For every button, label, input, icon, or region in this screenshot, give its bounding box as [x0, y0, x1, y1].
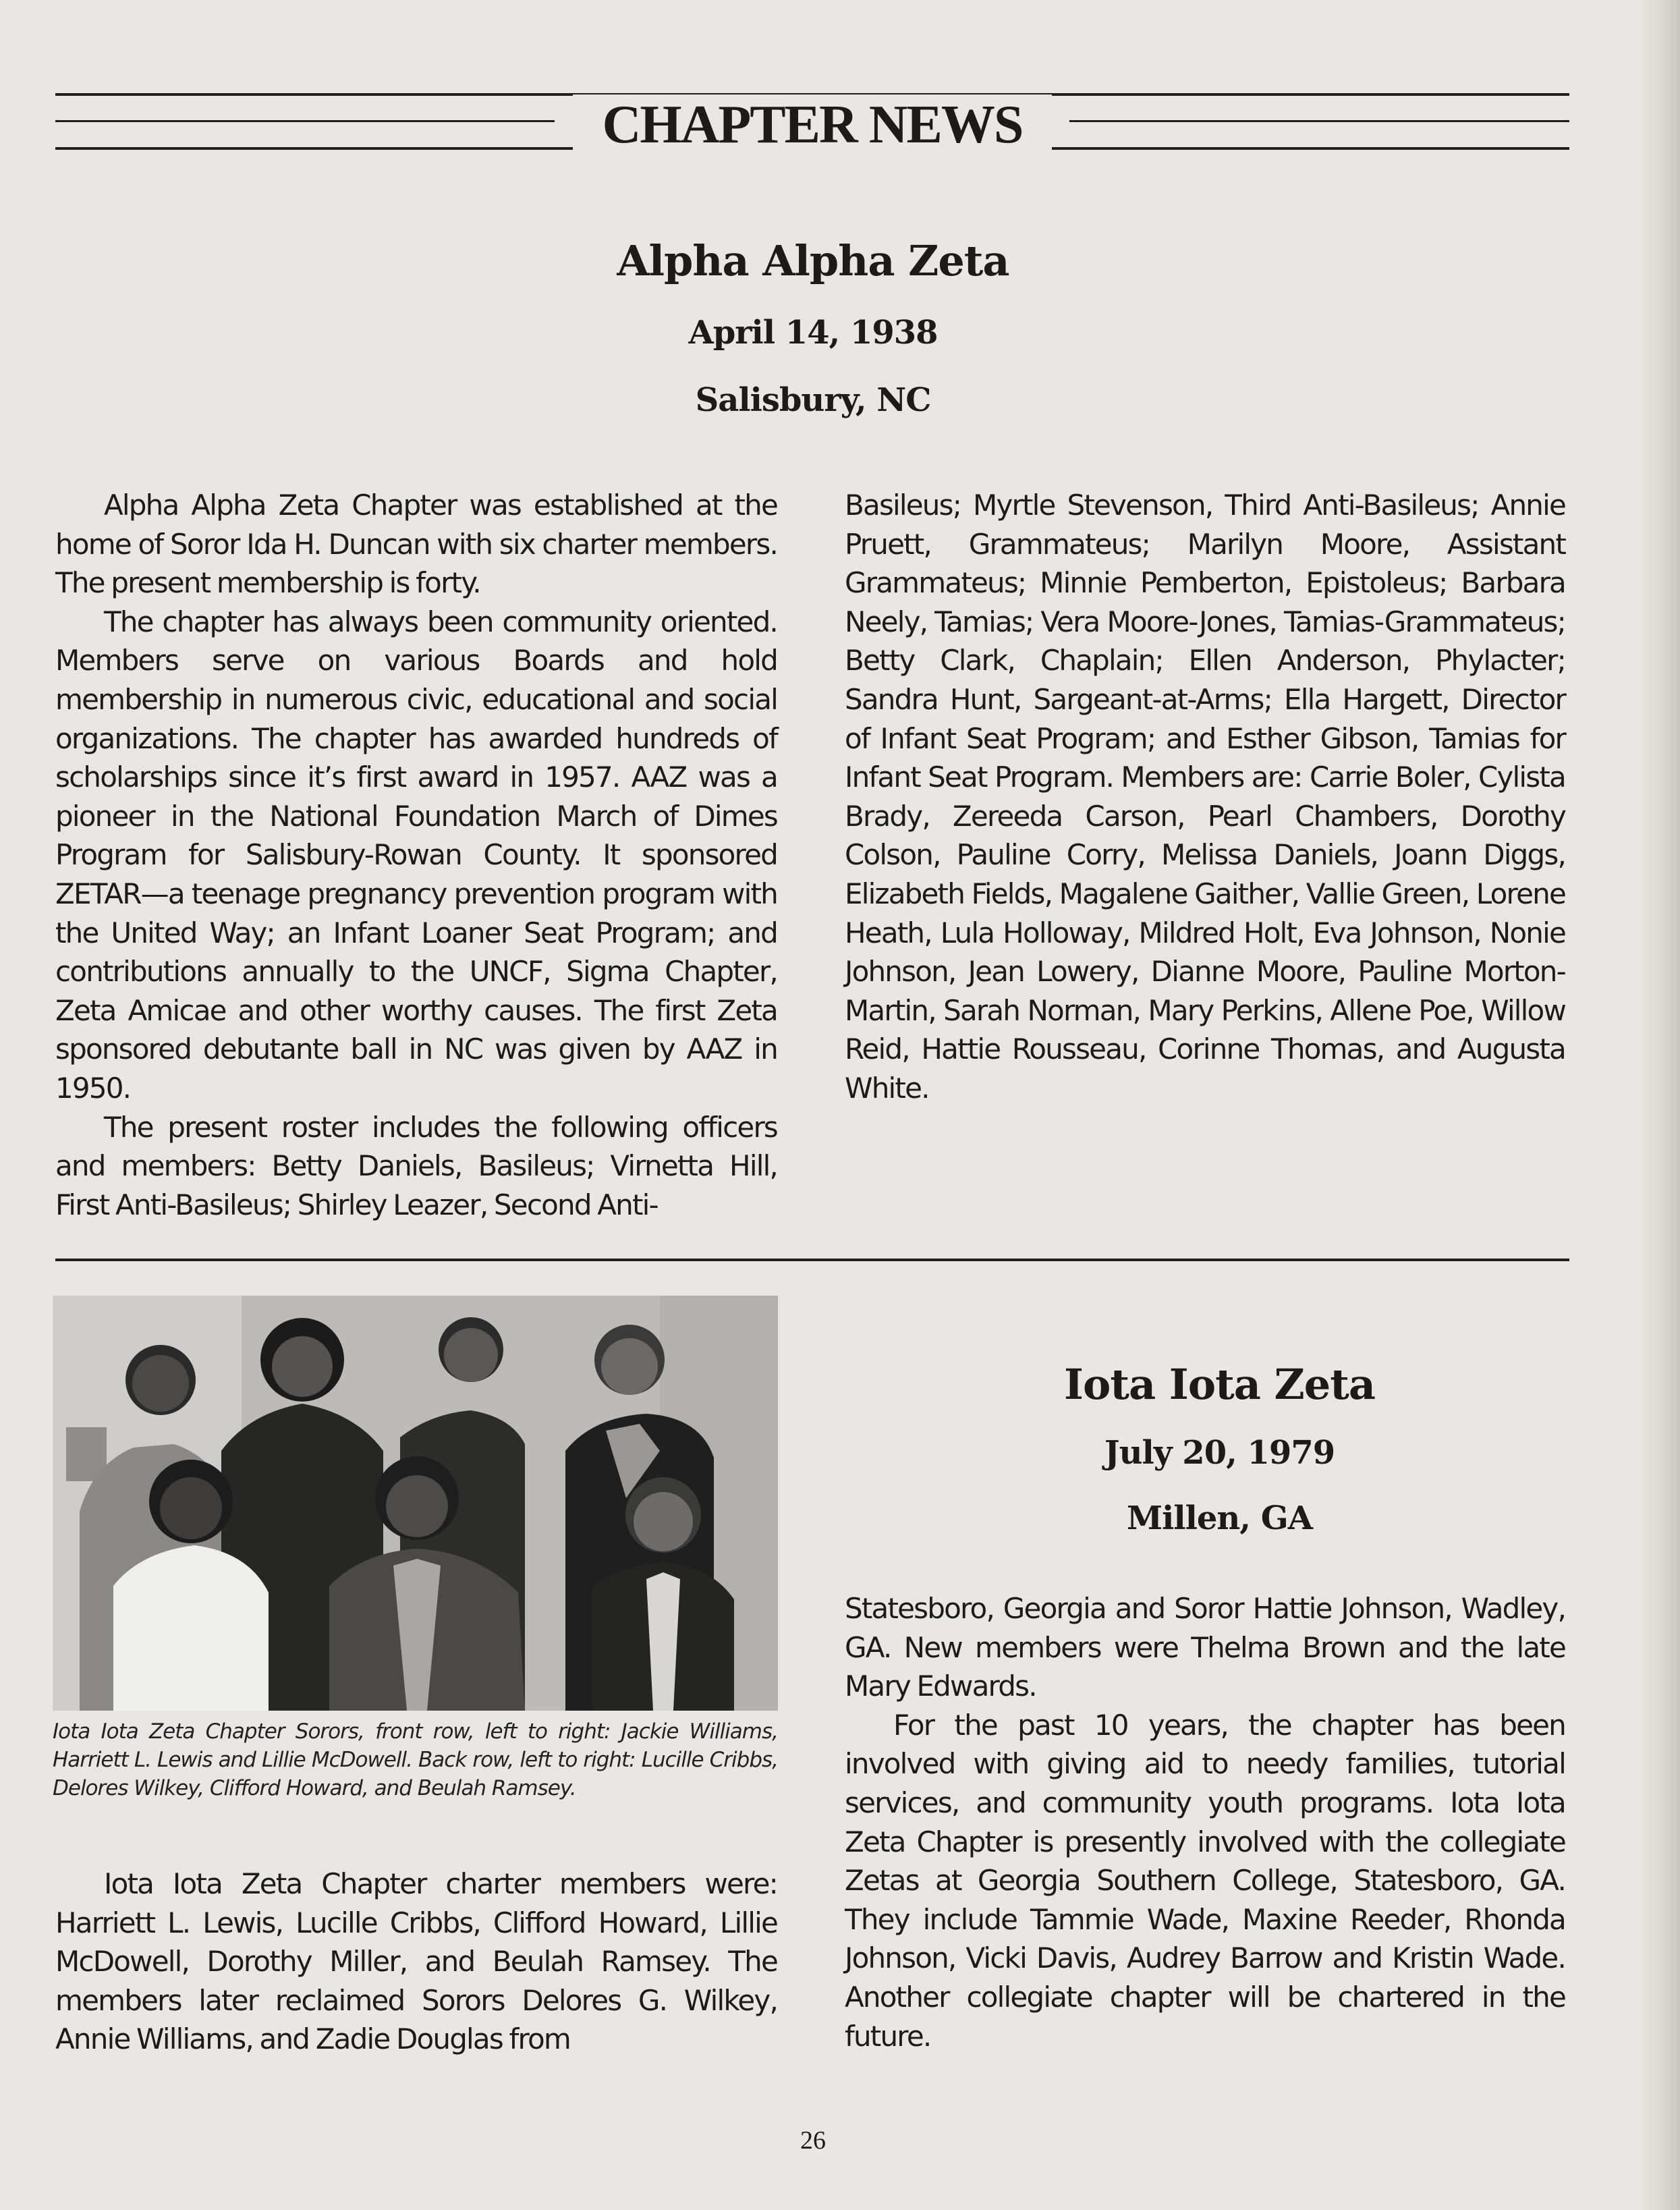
photo-caption: Iota Iota Zeta Chapter Sorors, front row, left to right: Jackie Williams, Harriett L. Lewis and Lillie McDowell. Back row, left to right: Lucille Cribbs, Delores Wilkey, Clifford Howard, and Beulah Ramsey.: [53, 1719, 778, 1800]
paragraph: Iota Iota Zeta Chapter charter members were: Harriett L. Lewis, Lucille Cribbs, Clifford Howard, Lillie McDowell, Dorothy Miller, and Beulah Ramsey. The members later reclaimed Sorors Delores G. Wilkey, Annie Williams, and Zadie Douglas from: [55, 1867, 777, 2056]
section-header: [0, 88, 1625, 162]
chapter-name: Alpha Alpha Zeta: [617, 236, 1009, 285]
chapter-body-right-column: [845, 486, 1565, 1108]
section-title: CHAPTER NEWS: [573, 94, 1053, 156]
chapter-body-right-column: [845, 1589, 1565, 2055]
chapter-group-photo: [53, 1296, 778, 1711]
page-spine-shadow: [1640, 0, 1680, 2210]
chapter-body-left-column: [55, 486, 777, 1224]
paragraph: Alpha Alpha Zeta Chapter was established at the home of Soror Ida H. Duncan with six charter members. The present membership is forty.: [55, 489, 777, 600]
paragraph: Basileus; Myrtle Stevenson, Third Anti-Basileus; Annie Pruett, Grammateus; Marilyn Moore, Assistant Grammateus; Minnie Pemberton, Epistoleus; Barbara Neely, Tamias; Vera Moore-Jones, Tamias-Grammateus; Betty Clark, Chaplain; Ellen Anderson, Phylacter; Sandra Hunt, Sargeant-at-Arms; Ella Hargett, Director of Infant Seat Program; and Esther Gibson, Tamias for Infant Seat Program. Members are: Carrie Boler, Cylista Brady, Zereeda Carson, Pearl Chambers, Dorothy Colson, Pauline Corry, Melissa Daniels, Joann Diggs, Elizabeth Fields, Magalene Gaither, Vallie Green, Lorene Heath, Lula Holloway, Mildred Holt, Eva Johnson, Nonie Johnson, Jean Lowery, Dianne Moore, Pauline Morton-Martin, Sarah Norman, Mary Perkins, Allene Poe, Willow Reid, Hattie Rousseau, Corinne Thomas, and Augusta White.: [845, 489, 1565, 1105]
section-divider: [55, 1259, 1569, 1261]
chapter-location: Millen, GA: [1127, 1499, 1312, 1537]
chapter-body-left-column: [55, 1864, 777, 2059]
chapter-date: April 14, 1938: [688, 314, 938, 352]
paragraph: The chapter has always been community oriented. Members serve on various Boards and hold membership in numerous civic, educational and social organizations. The chapter has awarded hundreds of scholarships since it’s first award in 1957. AAZ was a pioneer in the National Foundation March of Dimes Program for Salisbury-Rowan County. It sponsored ZETAR—a teenage pregnancy prevention program with the United Way; an Infant Loaner Seat Program; and contributions annually to the UNCF, Sigma Chapter, Zeta Amicae and other worthy causes. The first Zeta sponsored debutante ball in NC was given by AAZ in 1950.: [55, 605, 777, 1105]
page-number: 26: [800, 2126, 826, 2155]
chapter-name: Iota Iota Zeta: [1063, 1360, 1376, 1409]
paragraph: The present roster includes the following officers and members: Betty Daniels, Basileus; Virnetta Hill, First Anti-Basileus; Shirley Leazer, Second Anti-: [55, 1110, 777, 1221]
paragraph: For the past 10 years, the chapter has been involved with giving aid to needy families, tutorial services, and community youth programs. Iota Iota Zeta Chapter is presently involved with the collegiate Zetas at Georgia Southern College, Statesboro, GA. They include Tammie Wade, Maxine Reeder, Rhonda Johnson, Vicki Davis, Audrey Barrow and Kristin Wade. Another collegiate chapter will be chartered in the future.: [845, 1708, 1565, 2053]
paragraph: Statesboro, Georgia and Soror Hattie Johnson, Wadley, GA. New members were Thelma Brown and the late Mary Edwards.: [845, 1592, 1565, 1703]
chapter-location: Salisbury, NC: [695, 381, 931, 419]
chapter-date: July 20, 1979: [1104, 1434, 1335, 1472]
